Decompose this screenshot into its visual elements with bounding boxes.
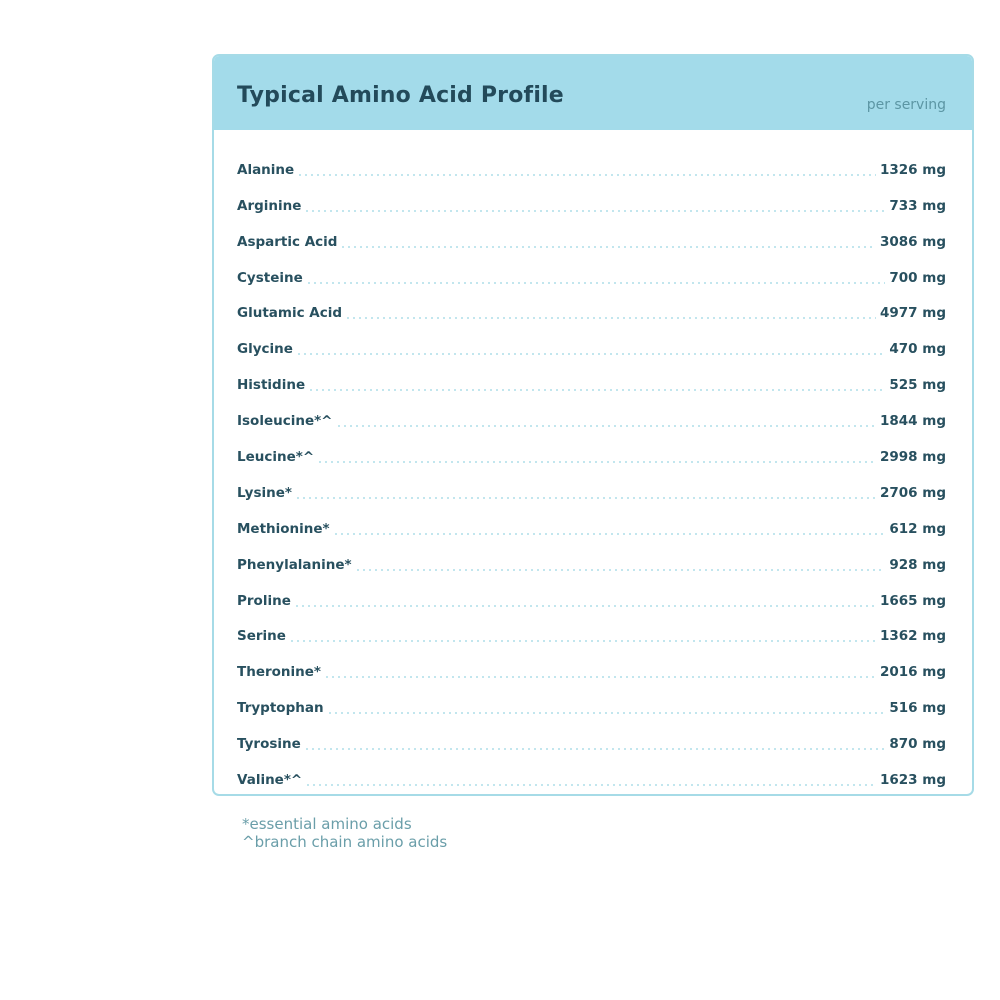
dot-leader (305, 784, 876, 786)
amino-acid-name: Arginine (237, 197, 302, 214)
amino-acid-name: Lysine* (237, 484, 292, 501)
amino-acid-amount: 2706 mg (879, 484, 946, 501)
amino-acid-name: Alanine (237, 161, 295, 178)
dot-leader (324, 676, 876, 678)
amino-acid-row (237, 357, 946, 393)
dot-leader (333, 533, 886, 535)
amino-acid-row (237, 142, 946, 178)
amino-acid-name: Theronine* (237, 664, 321, 681)
dot-leader (355, 569, 886, 571)
panel-header (214, 56, 972, 130)
amino-acid-name: Glycine (237, 341, 293, 358)
dot-leader (304, 210, 885, 212)
amino-acid-row (237, 321, 946, 357)
dot-leader (296, 353, 885, 355)
amino-acid-amount: 1665 mg (879, 592, 946, 609)
amino-acid-row (237, 178, 946, 214)
amino-acid-row (237, 573, 946, 609)
dot-leader (304, 748, 886, 750)
dot-leader (336, 425, 876, 427)
amino-acid-name: Proline (237, 592, 291, 609)
panel-title: Typical Amino Acid Profile (237, 83, 564, 108)
amino-acid-amount: 525 mg (889, 377, 946, 394)
amino-acid-row (237, 752, 946, 788)
amino-acid-amount: 1326 mg (879, 161, 946, 178)
amino-acid-name: Isoleucine*^ (237, 413, 333, 430)
dot-leader (327, 712, 886, 714)
amino-acid-row (237, 429, 946, 465)
amino-acid-name: Tyrosine (237, 736, 301, 753)
amino-acid-panel (212, 54, 974, 796)
amino-acid-amount: 470 mg (889, 341, 946, 358)
dot-leader (345, 317, 876, 319)
amino-acid-name: Aspartic Acid (237, 233, 338, 250)
amino-acid-amount: 4977 mg (879, 305, 946, 322)
dot-leader (340, 246, 876, 248)
dot-leader (295, 497, 876, 499)
dot-leader (297, 174, 876, 176)
amino-acid-amount: 1623 mg (879, 772, 946, 789)
amino-acid-row (237, 250, 946, 286)
footnotes (242, 815, 447, 851)
amino-acid-row (237, 680, 946, 716)
amino-acid-amount: 516 mg (889, 700, 946, 717)
amino-acid-row (237, 214, 946, 250)
amino-acid-list (237, 142, 946, 788)
amino-acid-row (237, 609, 946, 645)
amino-acid-row (237, 465, 946, 501)
amino-acid-amount: 2998 mg (879, 449, 946, 466)
dot-leader (306, 282, 886, 284)
amino-acid-row (237, 501, 946, 537)
amino-acid-name: Valine*^ (237, 772, 303, 789)
amino-acid-name: Serine (237, 628, 286, 645)
dot-leader (308, 389, 885, 391)
amino-acid-amount: 1362 mg (879, 628, 946, 645)
amino-acid-amount: 3086 mg (879, 233, 946, 250)
amino-acid-name: Histidine (237, 377, 306, 394)
footnote-essential: *essential amino acids (242, 815, 412, 833)
dot-leader (289, 640, 876, 642)
serving-label: per serving (866, 97, 946, 113)
amino-acid-amount: 928 mg (889, 556, 946, 573)
amino-acid-name: Cysteine (237, 269, 303, 286)
amino-acid-row (237, 644, 946, 680)
amino-acid-amount: 870 mg (889, 736, 946, 753)
amino-acid-amount: 2016 mg (879, 664, 946, 681)
amino-acid-row (237, 286, 946, 322)
dot-leader (317, 461, 876, 463)
dot-leader (294, 605, 876, 607)
amino-acid-row (237, 393, 946, 429)
amino-acid-row (237, 537, 946, 573)
amino-acid-name: Leucine*^ (237, 449, 315, 466)
footnote-branch-chain: ^branch chain amino acids (242, 833, 448, 851)
amino-acid-amount: 1844 mg (879, 413, 946, 430)
amino-acid-name: Tryptophan (237, 700, 324, 717)
amino-acid-row (237, 716, 946, 752)
amino-acid-name: Glutamic Acid (237, 305, 343, 322)
amino-acid-amount: 612 mg (889, 520, 946, 537)
amino-acid-name: Methionine* (237, 520, 330, 537)
amino-acid-amount: 700 mg (889, 269, 946, 286)
amino-acid-name: Phenylalanine* (237, 556, 352, 573)
amino-acid-amount: 733 mg (889, 197, 946, 214)
